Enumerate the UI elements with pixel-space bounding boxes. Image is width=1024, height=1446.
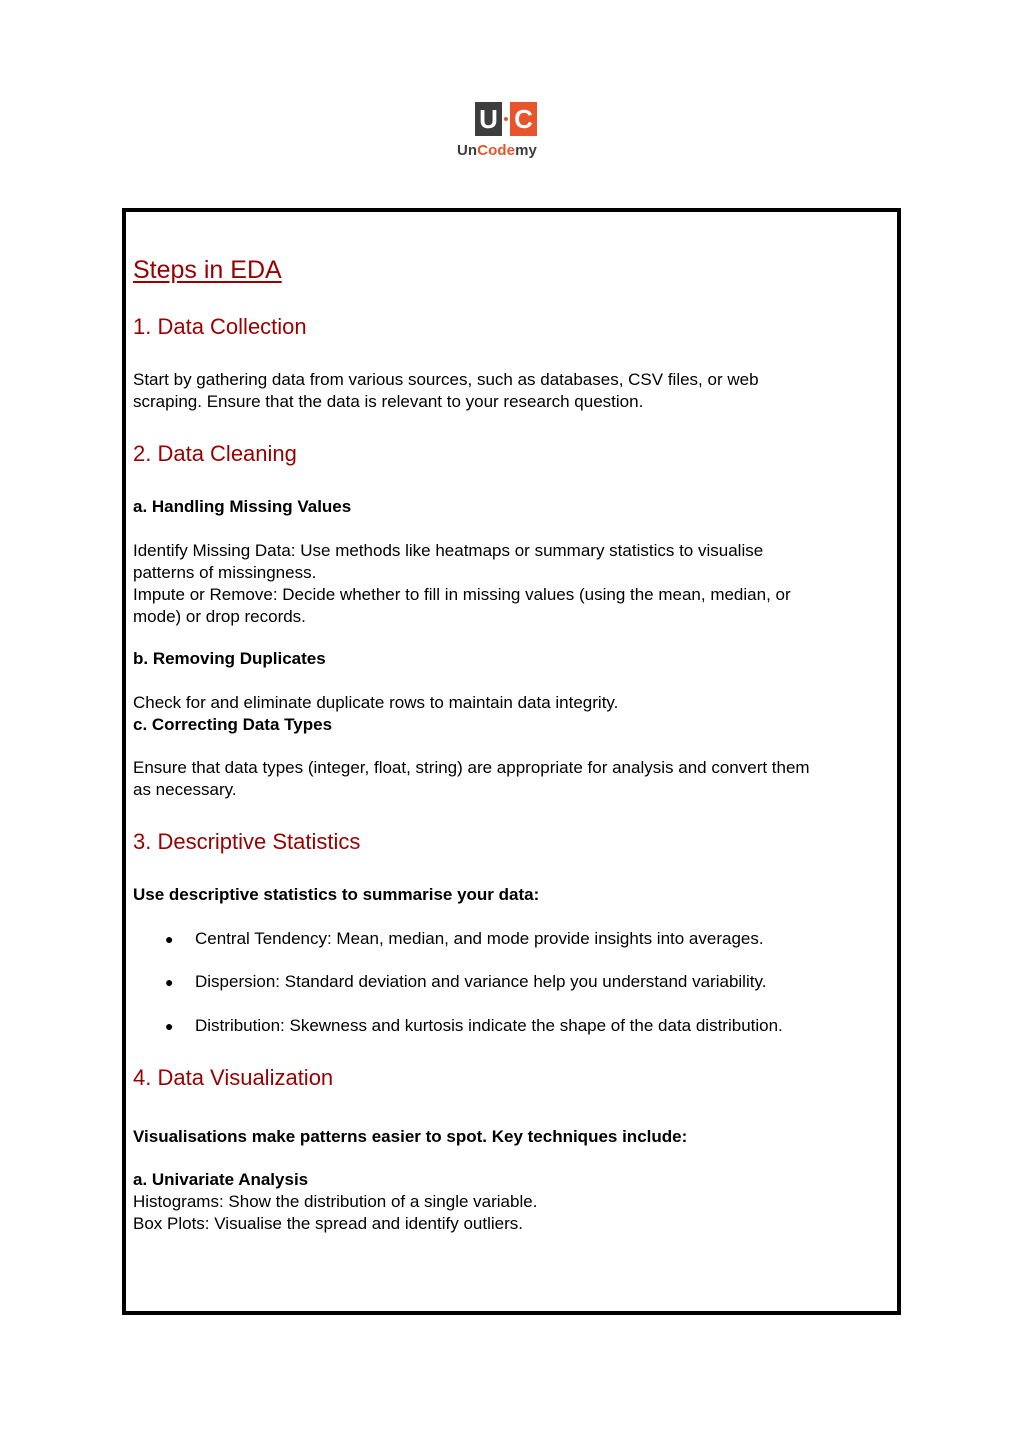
paragraph-line: Impute or Remove: Decide whether to fill in missing values (using the mean, median, or — [133, 585, 791, 604]
paragraph-line: as necessary. — [133, 780, 237, 799]
logo-dot — [504, 102, 508, 136]
subheading-univariate: a. Univariate Analysis — [133, 1170, 309, 1189]
section-heading-data-visualization: 4. Data Visualization — [133, 1065, 334, 1090]
logo-mark — [475, 102, 555, 136]
section-lead: Use descriptive statistics to summarise your data: — [133, 885, 540, 904]
paragraph-line: Box Plots: Visualise the spread and identify outliers. — [133, 1214, 523, 1233]
section-heading-descriptive-statistics: 3. Descriptive Statistics — [133, 829, 361, 854]
paragraph-line: Ensure that data types (integer, float, string) are appropriate for analysis and convert them — [133, 758, 810, 777]
paragraph-line: Identify Missing Data: Use methods like heatmaps or summary statistics to visualise — [133, 541, 764, 560]
uncodemy-logo — [457, 102, 555, 159]
list-item-text: Central Tendency: Mean, median, and mode provide insights into averages. — [195, 929, 764, 948]
list-item-text: Distribution: Skewness and kurtosis indicate the shape of the data distribution. — [195, 1016, 783, 1035]
logo-letter-u: U — [475, 102, 502, 136]
paragraph-line: Check for and eliminate duplicate rows to maintain data integrity. — [133, 693, 619, 712]
subheading-missing-values: a. Handling Missing Values — [133, 497, 352, 516]
paragraph-line: Histograms: Show the distribution of a single variable. — [133, 1192, 538, 1211]
paragraph-line: Start by gathering data from various sources, such as databases, CSV files, or web — [133, 370, 759, 389]
list-item — [133, 928, 893, 950]
page-title: Steps in EDA — [133, 256, 282, 284]
bullet-icon: ● — [165, 931, 174, 947]
logo-wordmark: UnCodemy — [457, 142, 537, 159]
section-heading-data-collection: 1. Data Collection — [133, 314, 307, 339]
subheading-duplicates: b. Removing Duplicates — [133, 649, 326, 668]
paragraph-line: mode) or drop records. — [133, 607, 306, 626]
logo-letter-c: C — [510, 102, 537, 136]
bullet-icon: ● — [165, 1018, 174, 1034]
bullet-icon: ● — [165, 974, 174, 990]
paragraph-line: patterns of missingness. — [133, 563, 317, 582]
list-item — [133, 1015, 893, 1037]
list-item — [133, 971, 893, 993]
section-lead: Visualisations make patterns easier to spot. Key techniques include: — [133, 1127, 688, 1146]
section-heading-data-cleaning: 2. Data Cleaning — [133, 441, 297, 466]
paragraph-line: scraping. Ensure that the data is relevant to your research question. — [133, 392, 644, 411]
subheading-data-types: c. Correcting Data Types — [133, 715, 333, 734]
list-item-text: Dispersion: Standard deviation and variance help you understand variability. — [195, 972, 767, 991]
